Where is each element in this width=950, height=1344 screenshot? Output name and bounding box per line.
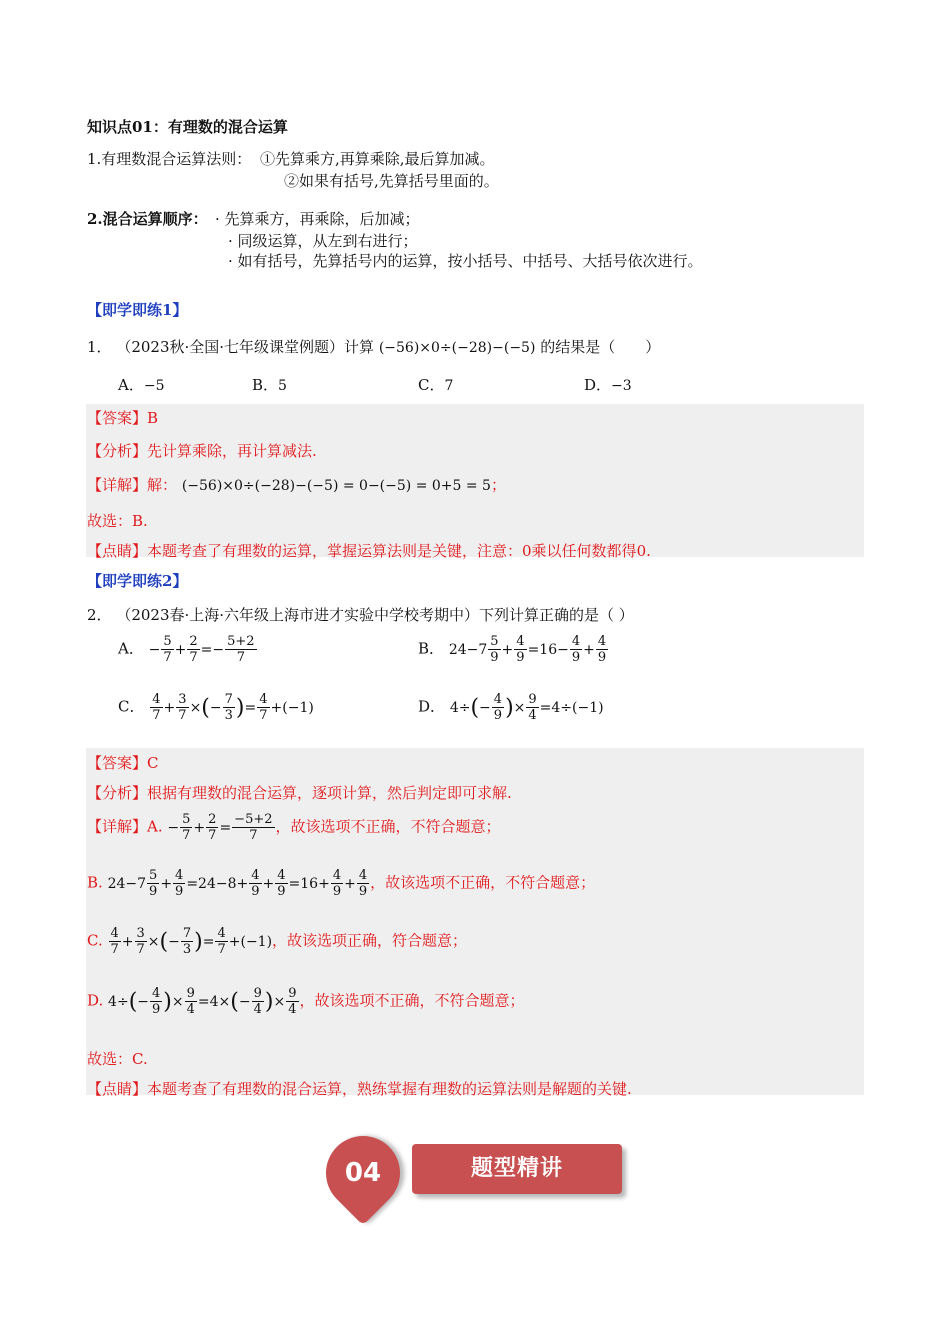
detail-b-expression: 24−7 $\frac{5}{9}$ + $\frac{4}{9}$ =24−8+ $\frac{4}{9}$ + $\frac{4}{9}$ =16+ $\frac{4}{9}$ + $\frac{4}{9}$ — [107, 868, 368, 899]
point-text: 本题考查了有理数的混合运算，熟练掌握有理数的运算法则是解题的关键. — [147, 1080, 632, 1098]
detail-prefix: A. — [147, 817, 163, 836]
option-letter: C． — [118, 697, 145, 716]
detail-c-text: ，故该选项正确，符合题意； — [272, 931, 468, 950]
q1-option-c — [418, 374, 453, 395]
q1-point — [87, 540, 651, 561]
detail-a-expression: − $\frac{5}{7}$ + $\frac{2}{7}$ = $\frac{-5+2}{7}$ — [167, 812, 273, 843]
detail-d-text: ，故该选项不正确，不符合题意； — [299, 991, 525, 1010]
option-d-expression: 4÷(− $\frac{4}{9}$ )× $\frac{9}{4}$ =4÷(−1) — [449, 692, 604, 723]
detail-tag: 【详解】 — [87, 817, 148, 836]
option-value: −3 — [611, 378, 632, 394]
knowledge-title: 知识点01：有理数的混合运算 — [87, 118, 288, 136]
section-number: 04 — [344, 1158, 382, 1188]
analysis-text: 根据有理数的混合运算，逐项计算，然后判定即可求解. — [147, 784, 512, 802]
detail-c-expression: $\frac{4}{7}$ + $\frac{3}{7}$ ×(− $\frac{7}{3}$ )= $\frac{4}{7}$ +(−1) — [110, 926, 273, 957]
rule1-b: ②如果有括号,先算括号里面的。 — [284, 172, 499, 190]
q1-source: （2023秋·全国·七年级课堂例题）计算 — [116, 338, 375, 356]
q2-detail-d — [87, 986, 525, 1017]
analysis-tag: 【分析】 — [87, 442, 148, 460]
q1-analysis — [87, 440, 317, 461]
detail-end: ； — [490, 476, 506, 494]
q2-number: 2． — [87, 606, 112, 624]
question-2 — [87, 604, 634, 625]
question-1 — [87, 336, 660, 357]
q1-detail — [87, 474, 506, 495]
q2-detail-b — [87, 868, 595, 899]
option-value: 5 — [278, 378, 287, 394]
q1-tail: 的结果是（ ） — [540, 338, 661, 356]
detail-prefix: B. — [87, 873, 103, 892]
answer-value: B — [147, 409, 159, 427]
option-letter: B． — [252, 376, 279, 394]
q2-analysis — [87, 782, 512, 803]
q2-detail-a — [87, 812, 501, 843]
q2-detail-c — [87, 926, 467, 957]
rule2-label: 2.混合运算顺序： — [87, 210, 208, 228]
q2-point — [87, 1078, 632, 1099]
rule1-a: ①先算乘方,再算乘除,最后算加减。 — [260, 150, 495, 168]
option-value: 7 — [444, 378, 454, 394]
practice1-header: 【即学即练1】 — [87, 301, 188, 319]
analysis-tag: 【分析】 — [87, 784, 148, 802]
q2-option-b — [418, 634, 609, 665]
option-value: −5 — [143, 378, 165, 394]
analysis-text: 先计算乘除，再计算减法. — [147, 442, 317, 460]
point-tag: 【点睛】 — [87, 542, 148, 560]
option-b-expression: 24−7 $\frac{5}{9}$ + $\frac{4}{9}$ =16− $\frac{4}{9}$ + $\frac{4}{9}$ — [448, 634, 607, 665]
answer-value: C — [147, 754, 159, 772]
detail-a-text: ，故该选项不正确，不符合题意； — [275, 817, 501, 836]
q1-option-b — [252, 374, 287, 395]
detail-tag: 【详解】 — [87, 476, 148, 494]
q2-option-a — [118, 634, 258, 665]
q2-option-d — [418, 692, 604, 723]
detail-d-expression: 4÷(− $\frac{4}{9}$ )× $\frac{9}{4}$ =4×(− $\frac{9}{4}$ )× $\frac{9}{4}$ — [108, 986, 297, 1017]
point-tag: 【点睛】 — [87, 1080, 148, 1098]
option-letter: B． — [418, 639, 445, 658]
detail-prefix: D. — [87, 991, 104, 1010]
q2-source: （2023春·上海·六年级上海市进才实验中学校考期中）下列计算正确的是（ ） — [116, 606, 634, 624]
option-a-expression: − $\frac{5}{7}$ + $\frac{2}{7}$ =− $\frac{5+2}{7}$ — [148, 634, 255, 665]
rule2-c: · 如有括号，先算括号内的运算，按小括号、中括号、大括号依次进行。 — [228, 252, 703, 270]
rule1-label: 1.有理数混合运算法则： — [87, 150, 252, 168]
option-letter: D． — [418, 697, 446, 716]
option-letter: A． — [118, 639, 144, 658]
rule2-b: · 同级运算，从左到右进行； — [228, 232, 418, 250]
q2-choose: 故选：C. — [87, 1050, 148, 1068]
section-title-banner: 题型精讲 — [412, 1144, 622, 1194]
q2-answer — [87, 752, 159, 773]
q1-choose: 故选：B. — [87, 512, 148, 530]
q1-number: 1． — [87, 338, 112, 356]
q1-expression: (−56)×0÷(−28)−(−5) — [378, 340, 536, 356]
option-letter: C． — [418, 376, 445, 394]
option-letter: D． — [584, 376, 612, 394]
detail-prefix: C. — [87, 931, 103, 950]
detail-b-text: ，故该选项不正确，不符合题意； — [370, 873, 596, 892]
q1-option-d — [584, 374, 632, 395]
rule2-a: · 先算乘方，再乘除，后加减； — [215, 210, 420, 228]
detail-prefix: 解： — [147, 476, 178, 494]
q1-answer — [87, 407, 158, 428]
practice2-header: 【即学即练2】 — [87, 572, 188, 590]
option-letter: A． — [118, 376, 144, 394]
point-text: 本题考查了有理数的运算，掌握运算法则是关键，注意：0乘以任何数都得0. — [147, 542, 651, 560]
q2-option-c — [118, 692, 314, 723]
q1-option-a — [118, 374, 164, 395]
detail-expression: (−56)×0÷(−28)−(−5) = 0−(−5) = 0+5 = 5 — [181, 478, 491, 494]
answer-tag: 【答案】 — [87, 409, 148, 427]
answer-tag: 【答案】 — [87, 754, 148, 772]
option-c-expression: $\frac{4}{7}$ + $\frac{3}{7}$ ×(− $\frac{7}{3}$ )= $\frac{4}{7}$ +(−1) — [152, 692, 314, 723]
